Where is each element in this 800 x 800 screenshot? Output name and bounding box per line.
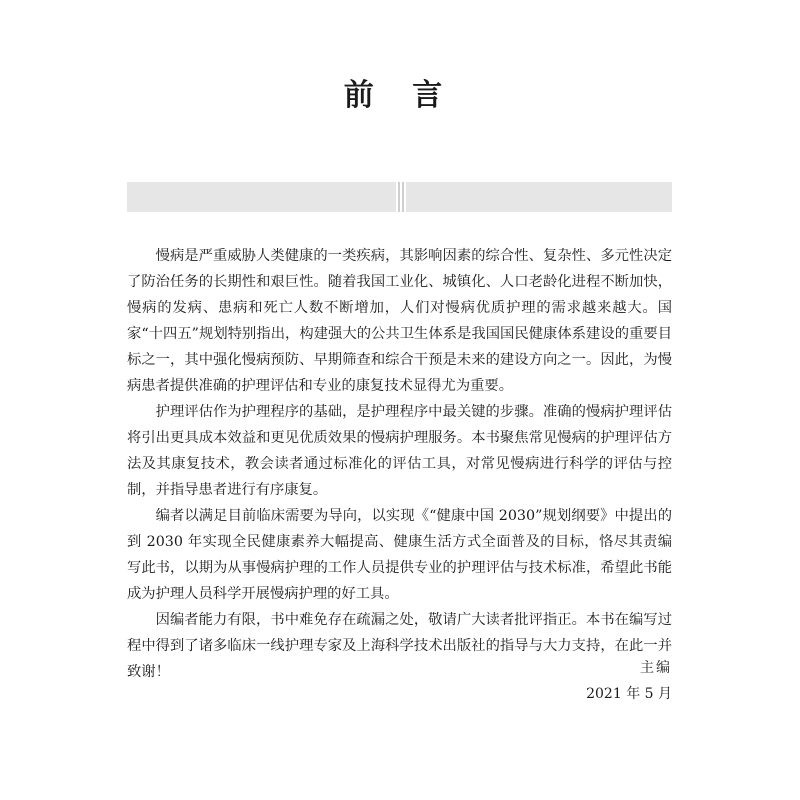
paragraph: 护理评估作为护理程序的基础，是护理程序中最关键的步骤。准确的慢病护理评估将引出更具成本效益和更见优质效果的慢病护理服务。本书聚焦常见慢病的护理评估方法及其康复技术，教会读者通过标准化的评估工具，对常见慢病进行科学的评估与控制，并指导患者进行有序康复。: [127, 404, 672, 498]
signature-role: 主编: [640, 660, 672, 676]
header-band-left: [127, 182, 396, 212]
header-band-divider: [398, 182, 400, 212]
preface-body: [127, 243, 672, 685]
paragraph: 编者以满足目前临床需要为导向，以实现《“健康中国 2030”规划纲要》中提出的到 2030 年实现全民健康素养大幅提高、健康生活方式全面普及的目标，恪尽其责编写此书，以期为从事慢病护理的工作人员提供专业的护理评估与技术标准，希望此书能成为护理人员科学开展慢病护理的好工具。: [127, 508, 672, 602]
header-band-divider: [402, 182, 404, 212]
header-band: [127, 182, 672, 212]
signature-date: 2021 年 5 月: [586, 686, 672, 702]
header-band-right: [406, 182, 672, 212]
paragraph: 慢病是严重威胁人类健康的一类疾病，其影响因素的综合性、复杂性、多元性决定了防治任务的长期性和艰巨性。随着我国工业化、城镇化、人口老龄化进程不断加快，慢病的发病、患病和死亡人数不断增加，人们对慢病优质护理的需求越来越大。国家“十四五”规划特别指出，构建强大的公共卫生体系是我国国民健康体系建设的重要目标之一，其中强化慢病预防、早期筛查和综合干预是未来的建设方向之一。因此，为慢病患者提供准确的护理评估和专业的康复技术显得尤为重要。: [127, 248, 672, 394]
paragraph: 因编者能力有限，书中难免存在疏漏之处，敬请广大读者批评指正。本书在编写过程中得到了诸多临床一线护理专家及上海科学技术出版社的指导与大力支持，在此一并致谢！: [127, 612, 672, 680]
page-title: 前 言: [343, 78, 457, 113]
